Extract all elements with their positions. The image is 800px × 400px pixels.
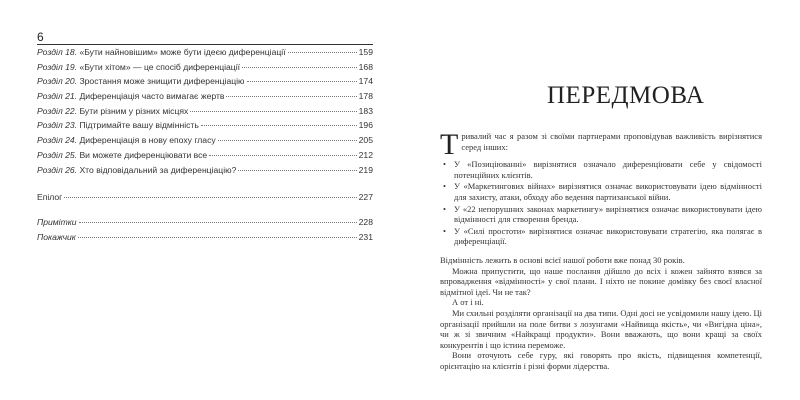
intro-paragraph: Тривалий час я разом зі своїми партнерами проповідував важливість вирізнятися серед інших:	[440, 128, 762, 161]
toc-entry-chapter-26[interactable]: Розділ 26. Хто відповідальний за диференціацію? 219	[37, 164, 373, 175]
toc-entry-chapter-21[interactable]: Розділ 21. Диференціація часто вимагає жертв 178	[37, 91, 373, 102]
toc-entry-chapter-20[interactable]: Розділ 20. Зростання може знищити диференціацію 174	[37, 76, 373, 87]
foreword-body	[440, 128, 762, 371]
toc-entry-chapter-24[interactable]: Розділ 24. Диференціація в нову епоху гласу 205	[37, 135, 373, 146]
paragraph: Можна припустити, що наше послання дійшло до всіх і кожен зайнято взявся за впровадження «відмінності» у свої плани. І ніхто не покине домівку без своєї власної відмітної ідеї. Чи не так?	[440, 265, 762, 297]
header-rule	[37, 44, 373, 45]
toc-entry-chapter-22[interactable]: Розділ 22. Бути різним у різних місцях 183	[37, 105, 373, 116]
toc-entry-index[interactable]: Покажчик 231	[37, 231, 373, 242]
paragraph: Вони оточують себе гуру, які говорять про якість, підвищення компетенції, орієнтацію на клієнтів і різні форми лідерства.	[440, 350, 762, 371]
toc-entry-chapter-23[interactable]: Розділ 23. Підтримайте вашу відмінність 196	[37, 120, 373, 131]
paragraph: Відмінність лежить в основі всієї нашої роботи вже понад 30 років.	[440, 254, 685, 265]
toc-entry-epilogue[interactable]: Епілог 227	[37, 192, 373, 203]
page-number: 6	[37, 30, 44, 44]
foreword-title: ПЕРЕДМОВА	[547, 82, 705, 109]
list-item: • У «Маркетингових війнах» вирізнятися означає використовувати ідею відмінності для захисту, атаки, обходу або ведення партизанської війни.	[440, 181, 762, 202]
toc-entry-chapter-25[interactable]: Розділ 25. Ви можете диференціювати все 212	[37, 149, 373, 160]
list-item: • У «Позиціюванні» вирізнятися означало диференціювати себе у свідомості потенційних клієнтів.	[440, 159, 762, 180]
list-item: • У «22 непорушних законах маркетингу» вирізнятися означає використовувати ідею відмінності для створення бренда.	[440, 204, 762, 225]
toc-entry-chapter-18[interactable]: Розділ 18. «Бути найновішим» може бути ідеєю диференціації 159	[37, 47, 373, 57]
paragraph: А от і ні.	[452, 297, 484, 308]
paragraph: Ми схильні розділяти організації на два типи. Одні досі не усвідомили нашу ідею. Ці організації прийшли на поле битви з лозунгами «Найвища якість», чи «Вигідна ціна», чи ж зі звичним «Найкращі продукти». Вони вважають, що вони кращі за своїх конкурентів і що істина переможе.	[440, 307, 762, 350]
toc-entry-chapter-19[interactable]: Розділ 19. «Бути хітом» — це спосіб диференціації 168	[37, 61, 373, 72]
toc-entry-notes[interactable]: Примітки 228	[37, 216, 373, 227]
book-list	[440, 159, 762, 247]
foreword-page	[400, 0, 800, 400]
drop-cap: Т	[440, 128, 459, 161]
table-of-contents	[37, 47, 373, 246]
list-item: • У «Силі простоти» вирізнятися означає використовувати стратегію, яка полягає в диференціації.	[440, 226, 762, 247]
